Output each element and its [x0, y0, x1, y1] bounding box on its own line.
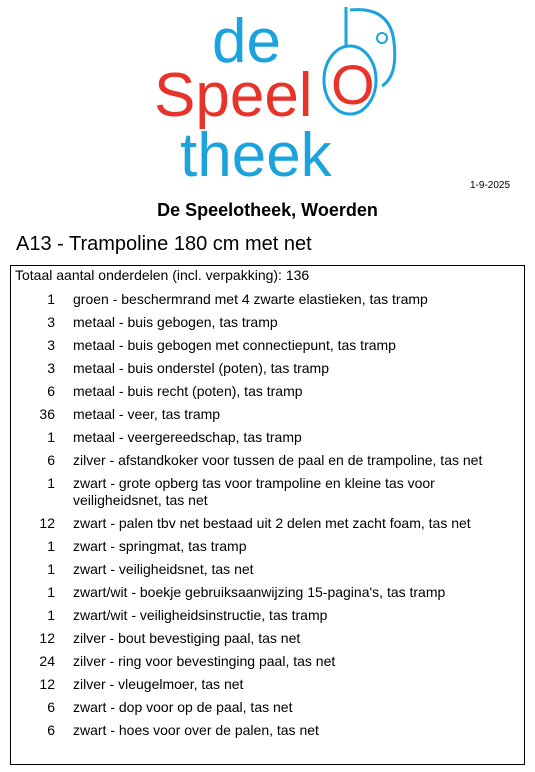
part-desc: zilver - vleugelmoer, tas net — [73, 676, 244, 692]
part-row — [11, 561, 524, 578]
item-title: A13 - Trampoline 180 cm met net — [16, 233, 312, 255]
part-qty: 24 — [39, 653, 55, 669]
part-desc: metaal - buis recht (poten), tas tramp — [73, 383, 303, 399]
part-desc: zilver - afstandkoker voor tussen de paal en de trampoline, tas net — [73, 452, 483, 468]
part-qty: 1 — [47, 584, 55, 600]
part-desc: groen - beschermrand met 4 zwarte elastieken, tas tramp — [73, 291, 428, 307]
part-qty: 1 — [47, 475, 55, 491]
part-desc: metaal - buis gebogen, tas tramp — [73, 314, 278, 330]
part-qty: 1 — [47, 429, 55, 445]
part-qty: 12 — [39, 630, 55, 646]
parts-table — [10, 265, 525, 765]
part-qty: 6 — [47, 452, 55, 468]
part-desc: zwart - springmat, tas tramp — [73, 538, 247, 554]
part-desc: zwart/wit - veiligheidsinstructie, tas tramp — [73, 607, 328, 623]
part-desc: zwart - dop voor op de paal, tas net — [73, 699, 293, 715]
part-desc: zwart/wit - boekje gebruiksaanwijzing 15-pagina's, tas tramp — [73, 584, 446, 600]
part-qty: 36 — [39, 406, 55, 422]
logo-word-speel: Speel — [154, 61, 313, 130]
part-row — [11, 360, 524, 377]
part-qty: 6 — [47, 699, 55, 715]
logo-letter-o: O — [331, 53, 375, 116]
part-desc: zwart - veiligheidsnet, tas net — [73, 561, 254, 577]
total-parts-label: Totaal aantal onderdelen (incl. verpakking): 136 — [15, 267, 310, 283]
part-desc: zwart - grote opberg tas voor trampoline en kleine tas voor veiligheidsnet, tas net — [73, 475, 435, 508]
part-row — [11, 515, 524, 532]
speelotheek-logo — [150, 4, 410, 186]
part-row — [11, 314, 524, 331]
part-row — [11, 630, 524, 647]
part-qty: 1 — [47, 561, 55, 577]
part-qty: 6 — [47, 383, 55, 399]
part-qty: 3 — [47, 337, 55, 353]
part-desc: zwart - hoes voor over de palen, tas net — [73, 722, 319, 738]
parts-list — [11, 291, 524, 745]
part-row — [11, 584, 524, 601]
part-qty: 3 — [47, 360, 55, 376]
part-desc: zilver - ring voor bevestinging paal, tas net — [73, 653, 336, 669]
part-qty: 1 — [47, 291, 55, 307]
part-desc: metaal - veergereedschap, tas tramp — [73, 429, 302, 445]
part-desc: metaal - buis gebogen met connectiepunt, tas tramp — [73, 337, 396, 353]
part-row — [11, 722, 524, 739]
part-qty: 12 — [39, 676, 55, 692]
part-qty: 3 — [47, 314, 55, 330]
part-row — [11, 383, 524, 400]
logo-word-de: de — [212, 7, 281, 76]
part-row — [11, 676, 524, 693]
part-row — [11, 406, 524, 423]
part-row — [11, 337, 524, 354]
part-row — [11, 607, 524, 624]
part-row — [11, 452, 524, 469]
part-row — [11, 699, 524, 716]
part-row — [11, 538, 524, 555]
part-desc: zilver - bout bevestiging paal, tas net — [73, 630, 301, 646]
part-qty: 12 — [39, 515, 55, 531]
part-qty: 1 — [47, 607, 55, 623]
part-row — [11, 291, 524, 308]
part-row — [11, 475, 524, 509]
part-desc: metaal - buis onderstel (poten), tas tramp — [73, 360, 330, 376]
part-qty: 1 — [47, 538, 55, 554]
organization-title: De Speelotheek, Woerden — [157, 200, 378, 220]
part-qty: 6 — [47, 722, 55, 738]
part-desc: metaal - veer, tas tramp — [73, 406, 221, 422]
part-row — [11, 653, 524, 670]
part-desc: zwart - palen tbv net bestaad uit 2 delen met zacht foam, tas net — [73, 515, 471, 531]
part-row — [11, 429, 524, 446]
logo-word-theek: theek — [180, 121, 332, 186]
print-date: 1-9-2025 — [470, 180, 511, 191]
